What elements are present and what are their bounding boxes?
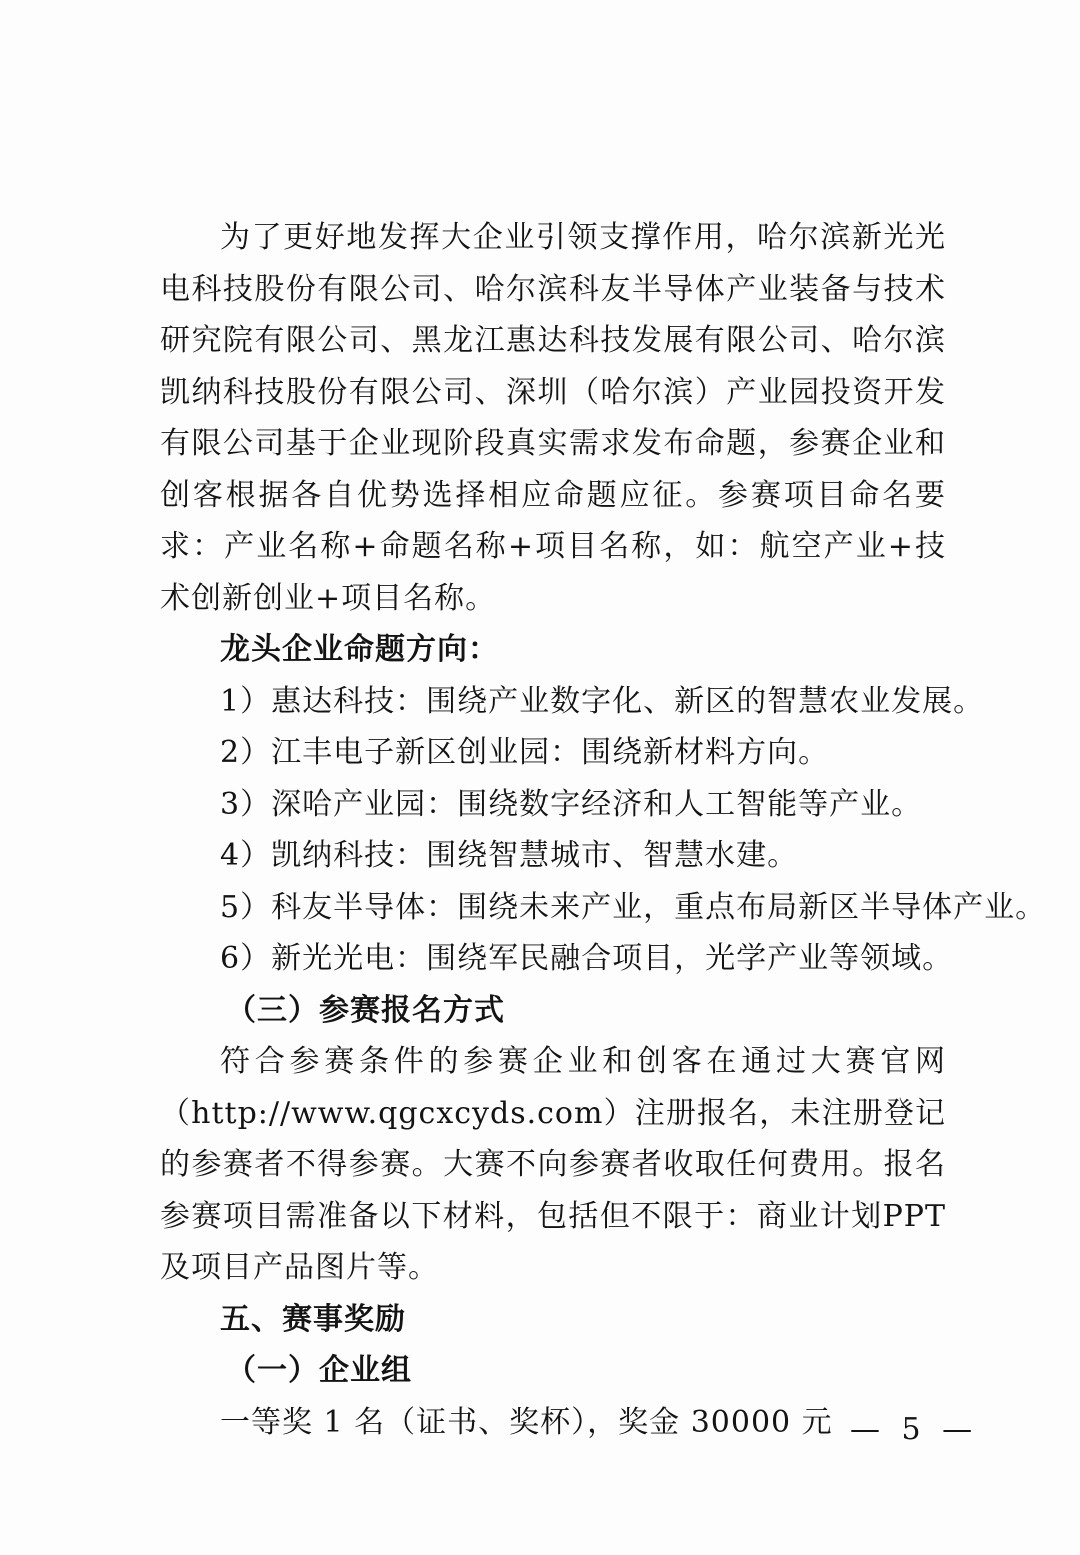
awards-heading: 五、赛事奖励 — [220, 1301, 406, 1337]
direction-item-4: 4）凯纳科技：围绕智慧城市、智慧水建。 — [220, 838, 799, 873]
direction-item-2: 2）江丰电子新区创业园：围绕新材料方向。 — [220, 735, 830, 770]
page-number: — 5 — — [850, 1412, 979, 1447]
direction-item-5: 5）科友半导体：围绕未来产业，重点布局新区半导体产业。 — [220, 889, 1047, 925]
document-body — [160, 212, 1047, 1448]
intro-paragraph: 为了更好地发挥大企业引领支撑作用，哈尔滨新光光电科技股份有限公司、哈尔滨科友半导体产业装备与技术研究院有限公司、黑龙江惠达科技发展有限公司、哈尔滨凯纳科技股份有限公司、深圳（哈尔滨）产业园投资开发有限公司基于企业现阶段真实需求发布命题，参赛企业和创客根据各自优势选择相应命题应征。参赛项目命名要求：产业名称+命题名称+项目名称，如：航空产业+技术创新创业+项目名称。 — [160, 220, 946, 616]
registration-heading: （三）参赛报名方式 — [226, 992, 505, 1028]
first-prize-line: 一等奖 1 名（证书、奖杯），奖金 30000 元 — [220, 1404, 833, 1440]
registration-paragraph: 符合参赛条件的参赛企业和创客在通过大赛官网（http://www.qgcxcyds.com）注册报名，未注册登记的参赛者不得参赛。大赛不向参赛者收取任何费用。报名参赛项目需准备以下材料，包括但不限于：商业计划PPT及项目产品图片等。 — [160, 1044, 946, 1285]
direction-item-1: 1）惠达科技：围绕产业数字化、新区的智慧农业发展。 — [220, 683, 985, 719]
direction-item-3: 3）深哈产业园：围绕数字经济和人工智能等产业。 — [220, 786, 923, 822]
directions-heading: 龙头企业命题方向： — [220, 632, 499, 667]
direction-item-6: 6）新光光电：围绕军民融合项目，光学产业等领域。 — [220, 941, 954, 976]
enterprise-group-heading: （一）企业组 — [226, 1353, 412, 1388]
